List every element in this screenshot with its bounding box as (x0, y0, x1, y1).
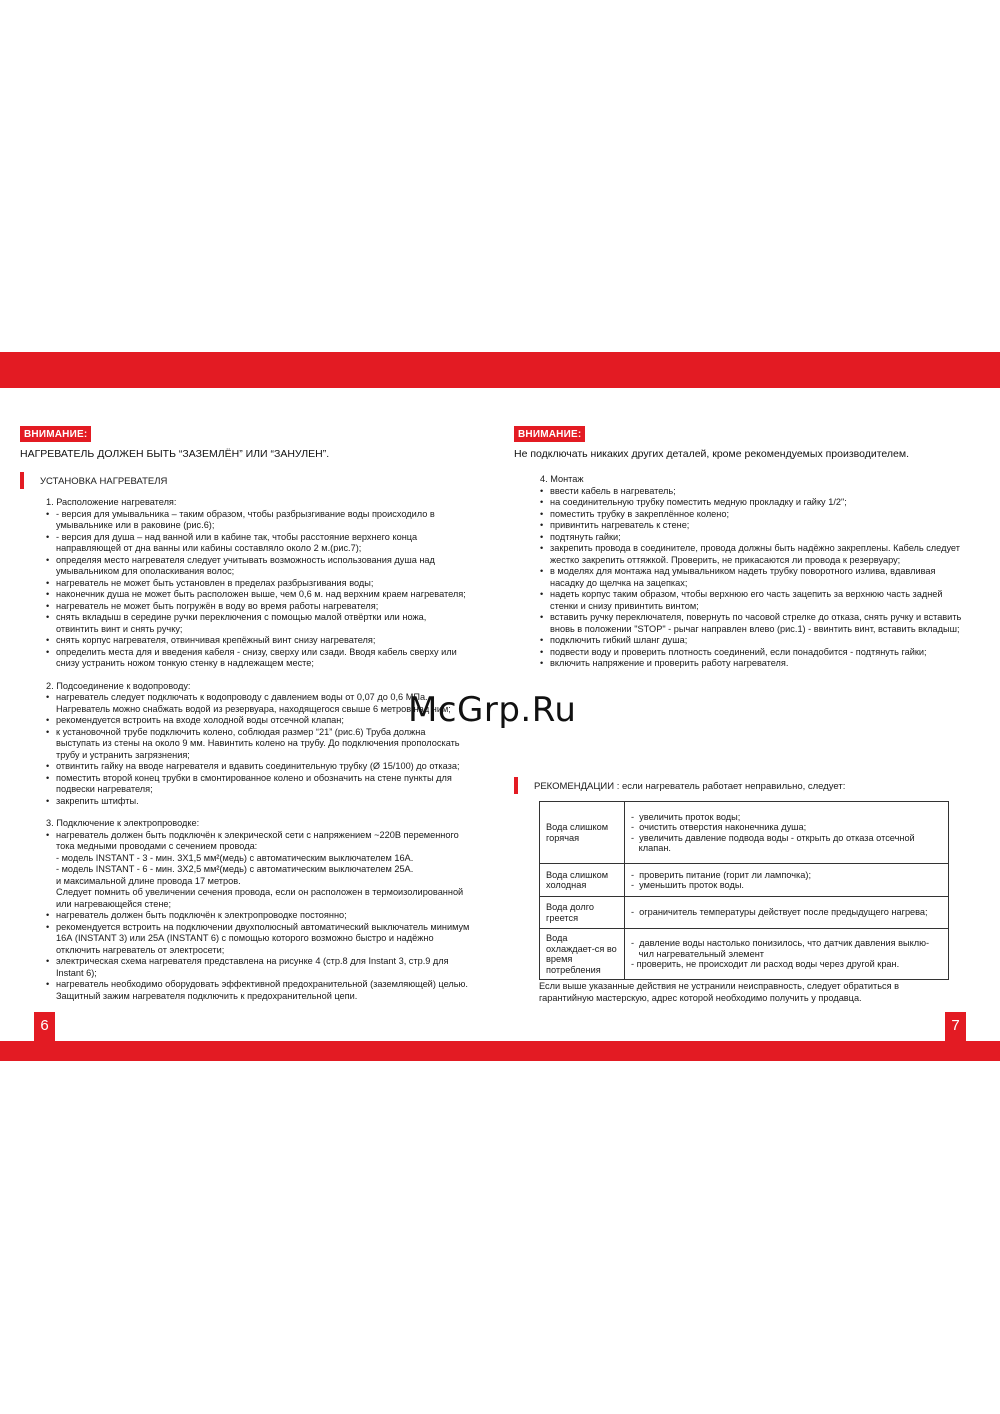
list-item: • на соединительную трубку поместить медную прокладку и гайку 1/2"; (540, 497, 964, 509)
problem-cell: Вода слишком холодная (540, 864, 625, 897)
table-row (540, 929, 949, 980)
table-row (540, 864, 949, 897)
list-item: - модель INSTANT - 6 - мин. 3Х2,5 мм²(медь) с автоматическим выключателем 25А. (56, 864, 414, 874)
list-item: • нагреватель не может быть установлен в пределах разбрызгивания воды; (46, 578, 470, 590)
section-title-text: УСТАНОВКА НАГРЕВАТЕЛЯ (40, 476, 168, 487)
action-line: - увеличить проток воды; (631, 811, 741, 822)
section-marker (20, 472, 24, 489)
list-item: • снять корпус нагревателя, отвинчивая крепёжный винт снизу нагревателя; (46, 635, 470, 647)
problem-cell: Вода слишком горячая (540, 802, 625, 864)
table-row (540, 802, 949, 864)
list-item: • определяя место нагревателя следует учитывать возможность использования душа над умывальником для ополаскивания волос; (46, 555, 470, 578)
water-connection-heading: 2. Подсоединение к водопроводу: (46, 680, 191, 691)
list-item: • поместить трубку в закреплённое колено; (540, 509, 964, 521)
list-item: • снять вкладыш в середине ручки переключения с помощью малой отвёртки или ножа, отвинтить винт и снять ручку; (46, 612, 470, 635)
list-item: • привинтить нагреватель к стене; (540, 520, 964, 532)
grounding-warning: НАГРЕВАТЕЛЬ ДОЛЖЕН БЫТЬ “ЗАЗЕМЛЁН” ИЛИ “ЗАНУЛЕН”. (20, 448, 330, 460)
list-item: • нагреватель необходимо оборудовать эффективной предохранительной (заземляющей) целью. Защитный зажим нагревателя подключить к предохранительной цепи. (46, 979, 470, 1002)
mounting-block (514, 474, 964, 670)
attention-badge: ВНИМАНИЕ: (20, 426, 91, 442)
action-line: - давление воды настолько понизилось, что датчик давления выклю- (631, 938, 930, 949)
bottom-red-band (0, 1041, 1000, 1061)
service-note: Если выше указанные действия не устранили неисправность, следует обратиться в гарантийную мастерскую, адрес которой необходимо получить у продавца. (539, 981, 900, 1003)
action-line: чил нагревательный элемент (631, 948, 765, 959)
left-page (20, 424, 470, 1002)
action-line: - проверить, не происходит ли расход воды через другой кран. (631, 959, 900, 970)
list-item: • в моделях для монтажа над умывальником надеть трубку поворотного излива, вдавливая насадку до щелчка на зацепках; (540, 566, 964, 589)
section-title (20, 476, 470, 487)
electric-connection-heading: 3. Подключение к электропроводке: (46, 818, 200, 828)
list-item: • включить напряжение и проверить работу нагревателя. (540, 658, 964, 670)
list-item: • вставить ручку переключателя, повернуть по часовой стрелке до отказа, снять ручку и вставить вновь в положении "STOP" - рычаг направлен влево (рис.1) - ввинтить винт, вставить вкладыш; (540, 612, 964, 635)
list-item: • рекомендуется встроить на подключении двухполюсный автоматический выключатель минимум 16А (INSTANT 3) или 25А (INSTANT 6) с помощью которого возможно быстро и надёжно отключить нагреватель от электросети; (46, 922, 470, 957)
troubleshooting-table (539, 801, 949, 980)
list-item: • к установочной трубе подключить колено, соблюдая размер “21” (рис.6) Труба должна выступать из стены на около 9 мм. Навинтить колено на трубу. До подключения прополоскать трубу и устранить загрязнения; (46, 727, 470, 762)
list-item: • нагреватель не может быть погружён в воду во время работы нагревателя; (46, 601, 470, 613)
list-item: • надеть корпус таким образом, чтобы верхнюю его часть зацепить за верхнюю часть задней стенки и снизу привинтить винтом; (540, 589, 964, 612)
action-line: - очистить отверстия наконечника душа; (631, 822, 807, 832)
list-item: • отвинтить гайку на вводе нагревателя и вдавить соединительную трубку (Ø 15/100) до отказа; (46, 761, 470, 773)
list-item: Следует помнить об увеличении сечения провода, если он расположен в термоизолированной или нагревающейся стене; (56, 887, 464, 909)
top-red-band (0, 352, 1000, 388)
list-item: - модель INSTANT - 3 - мин. 3Х1,5 мм²(медь) с автоматическим выключателем 16А. (56, 852, 414, 863)
list-item: • определить места для и введения кабеля - снизу, сверху или сзади. Вводя кабель сверху или снизу устранить ножом тонкую стенку в надлежащем месте; (46, 647, 470, 670)
table-row (540, 897, 949, 929)
mounting-heading: 4. Монтаж (540, 474, 584, 484)
action-line: - проверить питание (горит ли лампочка); (631, 869, 811, 880)
actions-cell (625, 802, 949, 864)
list-item: • электрическая схема нагревателя представлена на рисунке 4 (стр.8 для Instant 3, стр.9 для Instant 6); (46, 956, 470, 979)
list-item: • подвести воду и проверить плотность соединений, если понадобится - подтянуть гайки; (540, 647, 964, 659)
problem-cell: Вода долго греется (540, 897, 625, 929)
actions-cell (625, 929, 949, 980)
list-item: • нагреватель должен быть подключён к элекрической сети с напряжением ~220В переменного тока медными проводами с сечением провода: (46, 830, 470, 853)
list-item: • закрепить провода в соединителе, провода должны быть надёжно закреплены. Кабель следует жестко закрепить оттяжкой. Проверить, не прикасаются ли провода к резервуару; (540, 543, 964, 566)
problem-cell: Вода охлаждает-ся во время потребления (540, 929, 625, 980)
list-item: • нагреватель должен быть подключён к электропроводке постоянно; (46, 910, 470, 922)
list-item: • рекомендуется встроить на входе холодной воды отсечной клапан; (46, 715, 470, 727)
recommendations-title (514, 781, 984, 792)
watermark: McGrp.Ru (408, 690, 577, 730)
electric-connection-list (46, 830, 470, 1003)
placement-heading: 1. Расположение нагревателя: (46, 497, 177, 507)
parts-warning: Не подключать никаких других деталей, кроме рекомендуемых производителем. (514, 448, 910, 460)
list-item: • поместить второй конец трубки в смонтированное колено и обозначить на стене пункты для подвески нагревателя; (46, 773, 470, 796)
list-item: • закрепить штифты. (46, 796, 470, 808)
attention-badge: ВНИМАНИЕ: (514, 426, 585, 442)
water-connection-list (46, 692, 470, 807)
list-item: • наконечник душа не может быть расположен выше, чем 0,6 м. над верхним краем нагревателя; (46, 589, 470, 601)
action-line: - ограничитель температуры действует после предыдущего нагрева; (631, 907, 928, 918)
actions-cell (625, 864, 949, 897)
recommendations-title-text: РЕКОМЕНДАЦИИ : если нагреватель работает неправильно, следует: (534, 781, 846, 792)
placement-block (20, 497, 470, 670)
page-number-right: 7 (945, 1012, 966, 1041)
actions-cell (625, 897, 949, 929)
page-number-left: 6 (34, 1012, 55, 1041)
mounting-list (540, 486, 964, 670)
list-item: • ввести кабель в нагреватель; (540, 486, 964, 498)
list-item: • - версия для душа – над ванной или в кабине так, чтобы расстояние верхнего конца направляющей от дна ванны или кабины составляло около 2 м.(рис.7); (46, 532, 470, 555)
list-item: • подключить гибкий шланг душа; (540, 635, 964, 647)
placement-list (46, 509, 470, 670)
list-item: • подтянуть гайки; (540, 532, 964, 544)
electric-connection-block (20, 818, 470, 1002)
action-line: - увеличить давление подвода воды - открыть до отказа отсечной (631, 832, 915, 843)
list-item: • нагреватель следует подключать к водопроводу с давлением воды от 0,07 до 0,6 МПа. Нагреватель можно снабжать водой из резервуара, находящегося свыше 6 метров над ним; (46, 692, 470, 715)
water-connection-block (20, 681, 470, 808)
action-line: клапан. (631, 843, 671, 853)
action-line: - уменьшить проток воды. (631, 880, 744, 890)
right-page (514, 424, 964, 670)
section-marker (514, 777, 518, 794)
list-item: • - версия для умывальника – таким образом, чтобы разбрызгивание воды происходило в умывальнике или в раковине (рис.6); (46, 509, 470, 532)
list-item: и максимальной длине провода 17 метров. (56, 875, 241, 886)
